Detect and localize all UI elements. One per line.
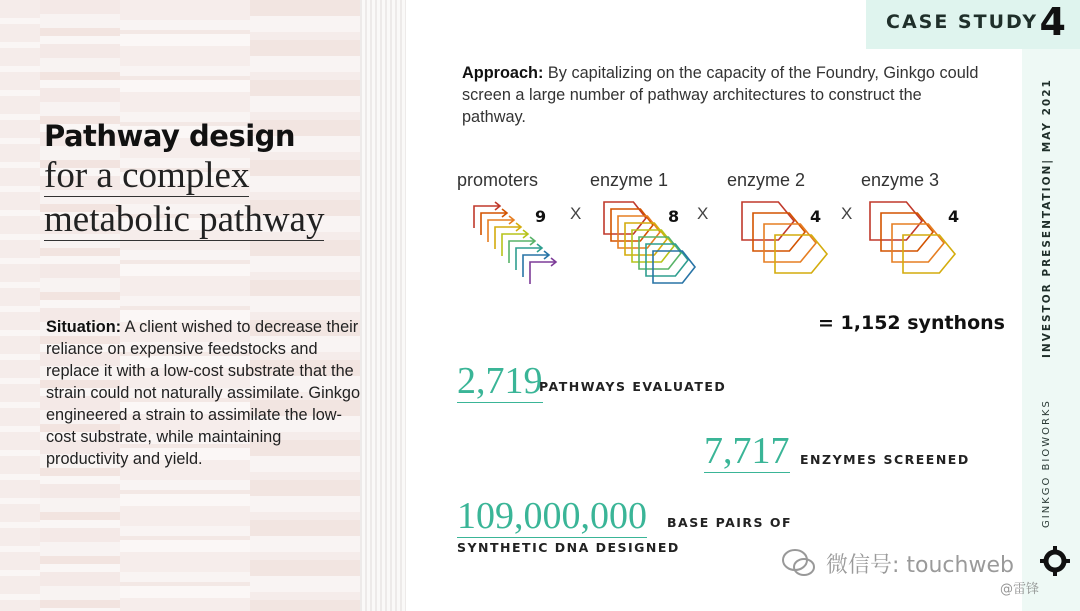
approach-text: By capitalizing on the capacity of the Foundry, Ginkgo could screen a large number of pathway architectures to construct the pathway. <box>462 64 979 126</box>
situation-paragraph <box>46 316 366 470</box>
title-line-3: metabolic pathway <box>44 199 325 240</box>
promoter-arrow <box>474 202 500 228</box>
part-label-enzyme-1: enzyme 1 <box>590 170 669 190</box>
case-study-number: 4 <box>1039 0 1066 44</box>
enzyme-2-count: 4 <box>810 207 822 226</box>
enzyme-shape <box>903 235 955 273</box>
enzyme-3-count: 4 <box>948 207 960 226</box>
stat-enzymes-label: ENZYMES SCREENED <box>800 452 970 467</box>
ginkgo-logo-icon <box>1038 544 1072 578</box>
total-synthons: = 1,152 synthons <box>818 312 1005 334</box>
enzyme-1-icon <box>600 196 710 291</box>
title-bold-line: Pathway design <box>44 119 296 153</box>
watermark-text: 微信号: touchweb <box>826 553 1014 578</box>
promoter-arrow <box>523 251 549 277</box>
stat-enzymes-value: 7,717 <box>704 430 790 472</box>
enzyme-shape <box>892 224 944 262</box>
case-study-label: CASE STUDY <box>886 11 1039 33</box>
promoter-arrows-icon <box>470 196 565 291</box>
multiply-sign: X <box>570 204 582 223</box>
promoter-arrow <box>495 223 521 249</box>
wechat-icon <box>782 548 816 578</box>
page-title <box>44 118 384 242</box>
enzyme-2-icon <box>738 196 838 291</box>
situation-text: A client wished to decrease their reliance on expensive feedstocks and replace it with a low-cost substrate that the strain could not naturally assimilate. Ginkgo engineered a strain to assimilate the low-cost substrate, while maintaining productivity and yield. <box>46 318 361 468</box>
part-label-enzyme-2: enzyme 2 <box>727 170 806 190</box>
promoter-arrow <box>516 244 542 270</box>
enzyme-shape <box>775 235 827 273</box>
presentation-date-label: INVESTOR PRESENTATION| MAY 2021 <box>1041 78 1053 358</box>
promoter-arrow <box>502 230 528 256</box>
stat-pathways-label: PATHWAYS EVALUATED <box>539 379 727 394</box>
enzyme-shape <box>764 224 816 262</box>
watermark-sub: @雷锋 <box>1000 582 1040 597</box>
approach-paragraph <box>462 62 982 128</box>
approach-label: Approach: <box>462 64 544 82</box>
stat-pathways-value: 2,719 <box>457 360 543 402</box>
enzyme-shape <box>753 213 805 251</box>
background-photo <box>0 0 406 611</box>
part-label-promoters: promoters <box>457 170 539 190</box>
stat-basepairs-label-2: SYNTHETIC DNA DESIGNED <box>457 540 680 555</box>
situation-label: Situation: <box>46 318 122 336</box>
stat-basepairs-label: BASE PAIRS OF <box>667 515 793 530</box>
promoters-count: 9 <box>535 207 547 226</box>
stat-basepairs-value: 109,000,000 <box>457 495 647 537</box>
title-line-2: for a complex <box>44 155 250 196</box>
enzyme-1-count: 8 <box>668 207 680 226</box>
multiply-sign: X <box>697 204 709 223</box>
part-label-enzyme-3: enzyme 3 <box>861 170 940 190</box>
case-study-tab <box>866 0 1080 49</box>
promoter-arrow <box>488 216 514 242</box>
promoter-arrow <box>509 237 535 263</box>
promoter-arrow <box>481 209 507 235</box>
multiply-sign: X <box>841 204 853 223</box>
company-label: GINKGO BIOWORKS <box>1041 399 1052 528</box>
enzyme-shape <box>881 213 933 251</box>
promoter-arrow <box>530 258 556 284</box>
enzyme-shape <box>653 251 695 283</box>
